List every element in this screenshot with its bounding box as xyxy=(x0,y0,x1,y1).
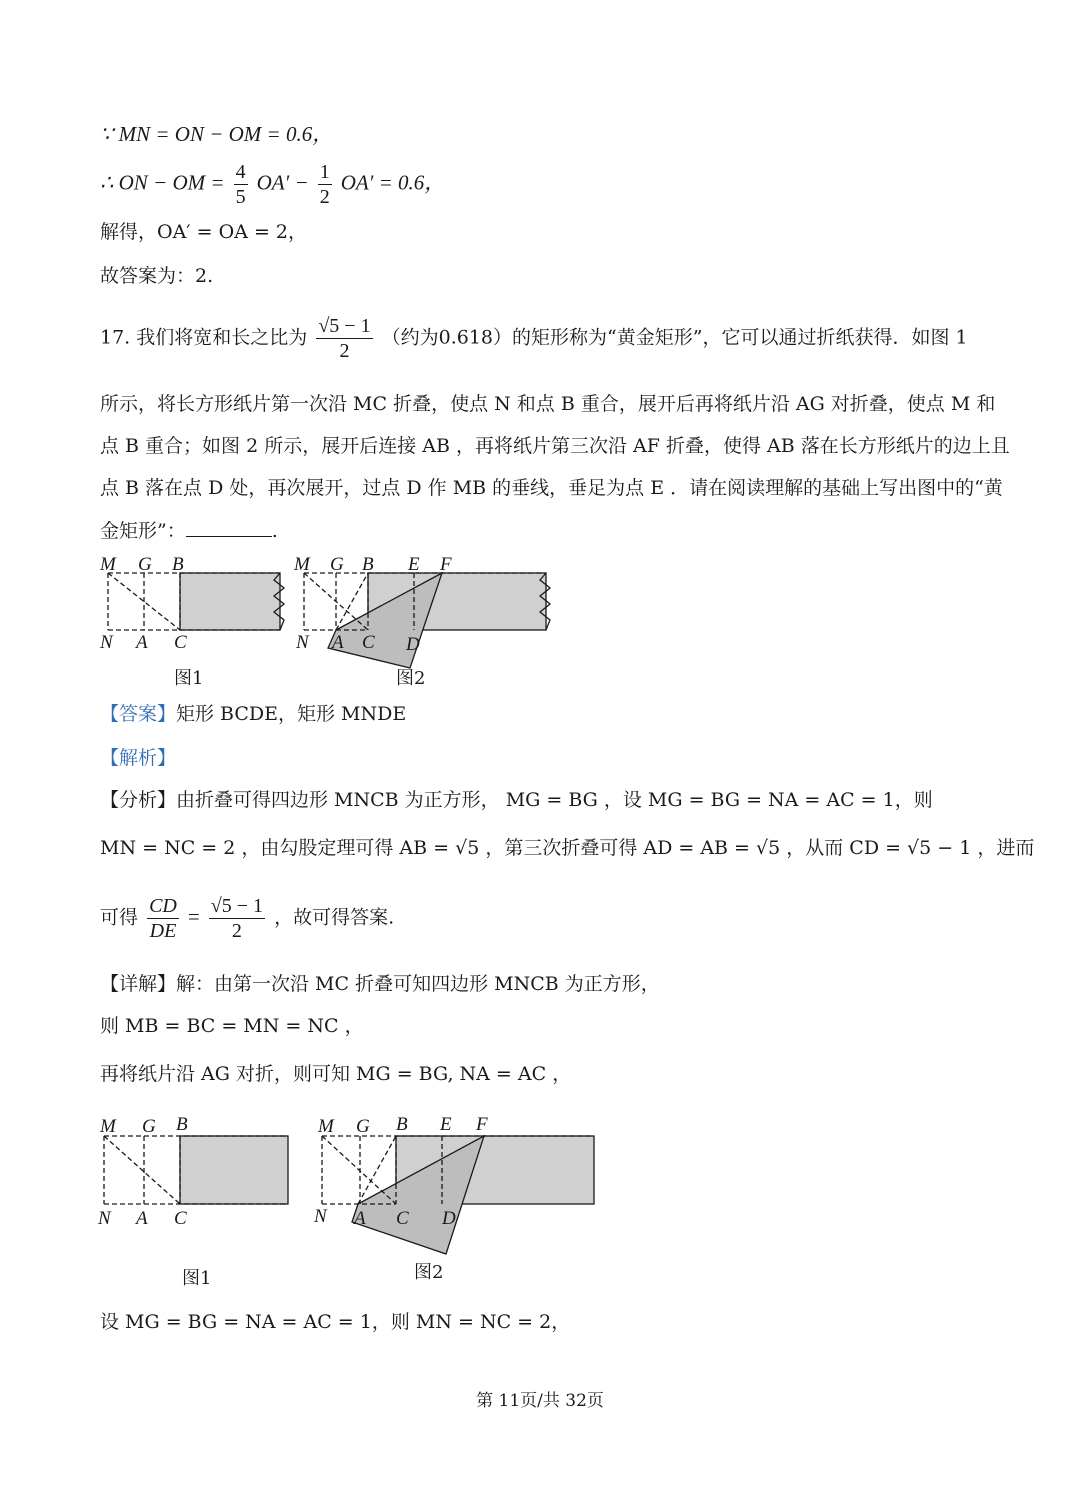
svg-text:F: F xyxy=(440,554,452,575)
fig1b-mc-dashed xyxy=(104,1136,180,1204)
svg-text:C: C xyxy=(174,632,187,653)
svg-text:A: A xyxy=(136,1208,148,1229)
svg-text:D: D xyxy=(442,1208,456,1229)
svg-text:B: B xyxy=(396,1114,408,1135)
figure-1-bottom-labels xyxy=(97,1114,188,1229)
page-footer: 第 11页/共 32页 xyxy=(476,1391,604,1411)
svg-text:N: N xyxy=(98,1208,111,1229)
svg-text:G: G xyxy=(330,554,344,575)
fraction-4-5: $\frac{4}{5}$ xyxy=(235,161,246,208)
svg-text:E: E xyxy=(408,554,420,575)
fig1b-caption: 图1 xyxy=(182,1268,212,1288)
svg-text:D: D xyxy=(406,634,420,655)
svg-text:C: C xyxy=(396,1208,409,1229)
figure-1-labels xyxy=(99,554,187,653)
fig2-caption: 图2 xyxy=(396,668,426,689)
svg-text:M: M xyxy=(100,554,116,575)
svg-text:B: B xyxy=(172,554,184,575)
svg-text:A: A xyxy=(354,1208,366,1229)
analysis-tag: 【解析】 xyxy=(100,747,177,769)
svg-text:C: C xyxy=(362,632,375,653)
svg-text:N: N xyxy=(296,632,309,653)
svg-text:A: A xyxy=(136,632,148,653)
analysis-line-2: MN = NC = 2 ，由勾股定理可得 AB = √5 ，第三次折叠可得 AD = AB = √5 ，从而 CD = √5 − 1 ，进而 xyxy=(100,837,1035,859)
detail-line-3: 再将纸片沿 AG 对折，则可知 MG = BG, NA = AC ， xyxy=(100,1063,572,1085)
svg-text:F: F xyxy=(476,1114,488,1135)
svg-text:M: M xyxy=(318,1116,334,1137)
svg-text:G: G xyxy=(142,1116,156,1137)
figures-top xyxy=(90,548,570,698)
svg-text:B: B xyxy=(176,1114,188,1135)
fig1-shaded-rect xyxy=(180,573,280,630)
svg-text:M: M xyxy=(294,554,310,575)
solution-line-1: ∵ MN = ON − OM = 0.6， xyxy=(100,122,334,146)
problem-17-line-4: 点 B 落在点 D 处，再次展开，过点 D 作 MB 的垂线，垂足为点 E ．请在阅读理解的基础上写出图中的“黄 xyxy=(100,477,1003,499)
svg-text:M: M xyxy=(100,1116,116,1137)
fig1b-shaded-rect xyxy=(180,1136,288,1204)
svg-text:A: A xyxy=(332,632,344,653)
figure-2-bottom xyxy=(322,1136,594,1254)
svg-text:G: G xyxy=(138,554,152,575)
problem-17-line-2: 所示，将长方形纸片第一次沿 MC 折叠，使点 N 和点 B 重合，展开后再将纸片沿 AG 对折叠，使点 M 和 xyxy=(100,393,996,415)
fig1-caption: 图1 xyxy=(174,668,204,689)
answer-blank xyxy=(186,518,272,537)
problem-17-line-1: 17. 我们将宽和长之比为 $\frac{√5 - 1}{2}$ （约为0.618）的矩形称为“黄金矩形”，它可以通过折纸获得．如图 1 xyxy=(100,315,968,362)
problem-17-line-5: 金矩形”： . xyxy=(100,520,278,542)
solution-line-3: 解得，OA′ = OA = 2， xyxy=(100,221,307,243)
answer-tag: 【答案】 xyxy=(100,703,177,725)
answer-line: 【答案】矩形 BCDE，矩形 MNDE xyxy=(100,703,407,725)
svg-text:C: C xyxy=(174,1208,187,1229)
problem-17-line-3: 点 B 重合；如图 2 所示，展开后连接 AB ，再将纸片第三次沿 AF 折叠，使得 AB 落在长方形纸片的边上且 xyxy=(100,435,1010,457)
solution-line-2: ∴ ON − OM = $\frac{4}{5}$ OA′ − $\frac{1}{2}$ OA′ = 0.6， xyxy=(100,161,446,208)
svg-text:N: N xyxy=(314,1206,327,1227)
svg-text:G: G xyxy=(356,1116,370,1137)
figure-2 xyxy=(304,573,550,668)
golden-ratio-fraction: $\frac{√5 - 1}{2}$ xyxy=(318,315,371,362)
figures-bottom xyxy=(90,1108,610,1288)
svg-text:B: B xyxy=(362,554,374,575)
fraction-1-2: $\frac{1}{2}$ xyxy=(319,161,330,208)
svg-text:E: E xyxy=(440,1114,452,1135)
detail-line-1: 【详解】解：由第一次沿 MC 折叠可知四边形 MNCB 为正方形， xyxy=(100,973,660,995)
detail-line-2: 则 MB = BC = MN = NC ， xyxy=(100,1015,364,1037)
solution-line-4: 故答案为：2. xyxy=(100,265,214,287)
analysis-line-1: 【分析】由折叠可得四边形 MNCB 为正方形， MG = BG ，设 MG = BG = NA = AC = 1，则 xyxy=(100,789,933,811)
fig2b-caption: 图2 xyxy=(414,1262,444,1283)
detail-line-4: 设 MG = BG = NA = AC = 1，则 MN = NC = 2， xyxy=(100,1311,571,1333)
golden-ratio-fraction-2: $\frac{√5 - 1}{2}$ xyxy=(210,895,264,942)
svg-text:N: N xyxy=(100,632,113,653)
analysis-line-3: 可得 $\frac{CD}{DE}$ = $\frac{√5 - 1}{2}$ ，故可得答案. xyxy=(100,895,395,942)
figure-1 xyxy=(108,573,284,630)
figure-1-bottom xyxy=(104,1136,288,1204)
cd-de-fraction: $\frac{CD}{DE}$ xyxy=(149,895,177,942)
